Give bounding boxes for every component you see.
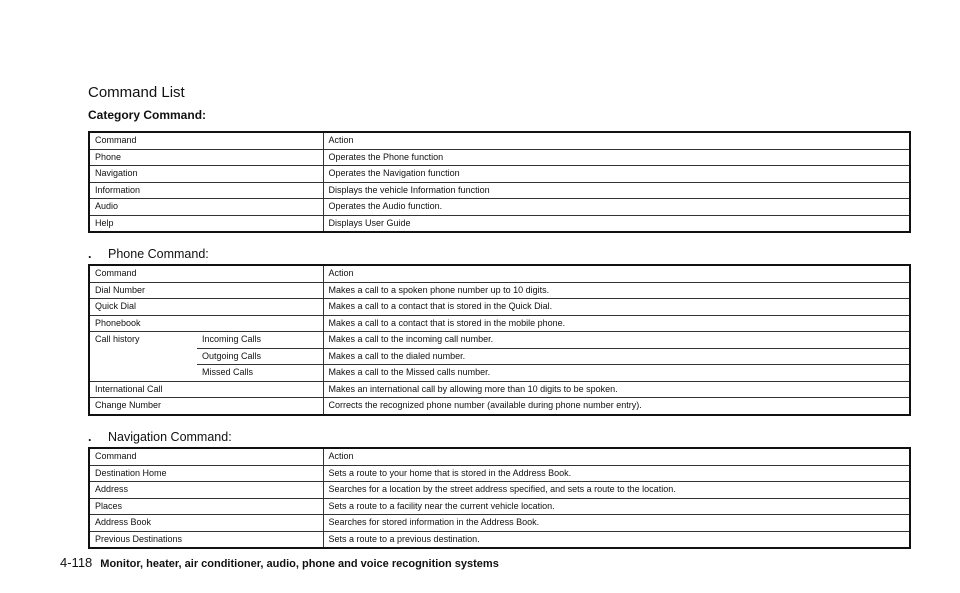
table-header-row (89, 265, 910, 282)
command-cell: International Call (89, 381, 323, 398)
header-action: Action (323, 448, 910, 465)
phone-command-heading (88, 247, 209, 261)
phone-command-heading-text: Phone Command: (108, 247, 209, 261)
action-cell: Displays User Guide (323, 215, 910, 232)
command-cell: Navigation (89, 166, 323, 183)
action-cell: Makes a call to a contact that is stored in the Quick Dial. (323, 299, 910, 316)
action-cell: Sets a route to a previous destination. (323, 531, 910, 548)
command-cell: Call history (89, 332, 197, 382)
header-action: Action (323, 265, 910, 282)
category-command-heading: Category Command: (88, 108, 207, 122)
navigation-command-heading-text: Navigation Command: (108, 430, 232, 444)
table-row (89, 282, 910, 299)
table-row (89, 381, 910, 398)
table-row (89, 515, 910, 532)
command-cell: Previous Destinations (89, 531, 323, 548)
table-header-row (89, 132, 910, 149)
command-cell: Help (89, 215, 323, 232)
table-row (89, 482, 910, 499)
navigation-command-table (88, 447, 911, 549)
table-row (89, 199, 910, 216)
sub-command-cell: Incoming Calls (197, 332, 323, 349)
navigation-command-heading (88, 430, 232, 444)
header-command: Command (95, 268, 137, 279)
table-row (89, 215, 910, 232)
command-cell: Audio (89, 199, 323, 216)
bullet-icon: . (88, 430, 92, 444)
table-row (89, 149, 910, 166)
action-cell: Sets a route to a facility near the current vehicle location. (323, 498, 910, 515)
command-cell: Quick Dial (89, 299, 323, 316)
command-cell: Places (89, 498, 323, 515)
command-cell: Dial Number (89, 282, 323, 299)
command-cell: Phonebook (89, 315, 323, 332)
phone-command-table (88, 264, 911, 416)
page-footer (60, 555, 499, 570)
table-row (89, 299, 910, 316)
command-cell: Change Number (89, 398, 323, 415)
command-cell: Address (89, 482, 323, 499)
footer-title: Monitor, heater, air conditioner, audio, phone and voice recognition systems (100, 558, 499, 570)
table-row (89, 182, 910, 199)
action-cell: Searches for a location by the street address specified, and sets a route to the location. (323, 482, 910, 499)
table-row (89, 398, 910, 415)
table-row (89, 531, 910, 548)
action-cell: Makes a call to a contact that is stored in the mobile phone. (323, 315, 910, 332)
page-title: Command List (88, 84, 185, 101)
command-cell: Phone (89, 149, 323, 166)
action-cell: Makes a call to the incoming call number. (323, 332, 910, 349)
table-row (89, 315, 910, 332)
action-cell: Sets a route to your home that is stored in the Address Book. (323, 465, 910, 482)
category-command-table (88, 131, 911, 233)
page-number: 4-118 (60, 555, 93, 570)
header-command: Command (95, 451, 137, 462)
sub-command-cell: Outgoing Calls (197, 348, 323, 365)
table-row (89, 465, 910, 482)
action-cell: Makes an international call by allowing more than 10 digits to be spoken. (323, 381, 910, 398)
action-cell: Makes a call to a spoken phone number up to 10 digits. (323, 282, 910, 299)
table-row (89, 332, 910, 349)
table-row (89, 348, 910, 365)
command-cell: Destination Home (89, 465, 323, 482)
command-cell: Information (89, 182, 323, 199)
command-cell: Address Book (89, 515, 323, 532)
action-cell: Makes a call to the Missed calls number. (323, 365, 910, 382)
table-row (89, 498, 910, 515)
action-cell: Operates the Navigation function (323, 166, 910, 183)
bullet-icon: . (88, 247, 92, 261)
action-cell: Corrects the recognized phone number (available during phone number entry). (323, 398, 910, 415)
action-cell: Operates the Phone function (323, 149, 910, 166)
header-action: Action (323, 132, 910, 149)
action-cell: Displays the vehicle Information function (323, 182, 910, 199)
action-cell: Searches for stored information in the Address Book. (323, 515, 910, 532)
table-header-row (89, 448, 910, 465)
action-cell: Makes a call to the dialed number. (323, 348, 910, 365)
action-cell: Operates the Audio function. (323, 199, 910, 216)
sub-command-cell: Missed Calls (197, 365, 323, 382)
table-row (89, 166, 910, 183)
header-command: Command (95, 135, 137, 146)
table-row (89, 365, 910, 382)
